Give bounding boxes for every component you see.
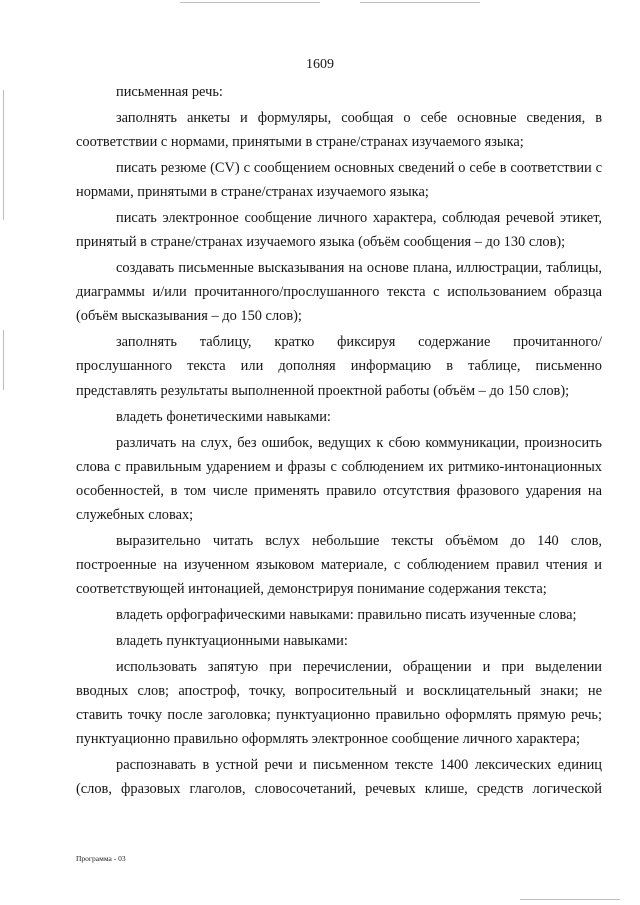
scan-edge-mark-left bbox=[3, 330, 4, 390]
document-body bbox=[76, 80, 602, 803]
paragraph: писать резюме (CV) с сообщением основных сведений о себе в соответствии с нормами, принятыми в стране/странах изучаемого языка; bbox=[76, 160, 602, 201]
paragraph: различать на слух, без ошибок, ведущих к сбою коммуникации, произносить слова с правильным ударением и фразы с соблюдением их ритмико-интонационных особенностей, в том числе применять правило отсутствия фразового ударения на служебных словах; bbox=[76, 434, 602, 523]
paragraph: писать электронное сообщение личного характера, соблюдая речевой этикет, принятый в стране/странах изучаемого языка (объём сообщения – до 130 слов); bbox=[76, 210, 602, 251]
paragraph: выразительно читать вслух небольшие тексты объёмом до 140 слов, построенные на изученном языковом материале, с соблюдением правил чтения и соответствующей интонацией, демонстрируя понимание содержания текста; bbox=[76, 532, 602, 597]
scan-edge-mark-top bbox=[360, 2, 480, 3]
paragraph-heading-phonetics: владеть фонетическими навыками: bbox=[116, 408, 331, 425]
paragraph: заполнять анкеты и формуляры, сообщая о себе основные сведения, в соответствии с нормами, принятыми в стране/странах изучаемого языка; bbox=[76, 109, 602, 151]
footer-program-code: Программа - 03 bbox=[76, 854, 126, 863]
paragraph: заполнять таблицу, кратко фиксируя содержание прочитанного/ прослушанного текста или дополняя информацию в таблице, письменно представлять результаты выполненной проектной работы (объём – до 150 слов); bbox=[76, 334, 602, 399]
scan-edge-mark-bottom bbox=[520, 899, 620, 900]
paragraph-heading-punctuation: владеть пунктуационными навыками: bbox=[116, 632, 348, 649]
scan-edge-mark-left bbox=[3, 90, 4, 220]
scan-edge-mark-top bbox=[180, 2, 320, 3]
paragraph: распознавать в устной речи и письменном тексте 1400 лексических единиц (слов, фразовых глаголов, словосочетаний, речевых клише, средств логической bbox=[76, 757, 602, 798]
paragraph: создавать письменные высказывания на основе плана, иллюстрации, таблицы, диаграммы и/или прочитанного/прослушанного текста с использованием образца (объём высказывания – до 150 слов); bbox=[76, 260, 602, 325]
paragraph: использовать запятую при перечислении, обращении и при выделении вводных слов; апостроф, точку, вопросительный и восклицательный знаки; не ставить точку после заголовка; пунктуационно правильно оформлять прямую речь; пунктуационно правильно оформлять электронное сообщение личного характера; bbox=[76, 658, 602, 748]
paragraph-heading-written-speech: письменная речь: bbox=[116, 84, 223, 100]
paragraph-spelling: владеть орфографическими навыками: правильно писать изученные слова; bbox=[116, 606, 577, 623]
page-number: 1609 bbox=[306, 57, 334, 72]
